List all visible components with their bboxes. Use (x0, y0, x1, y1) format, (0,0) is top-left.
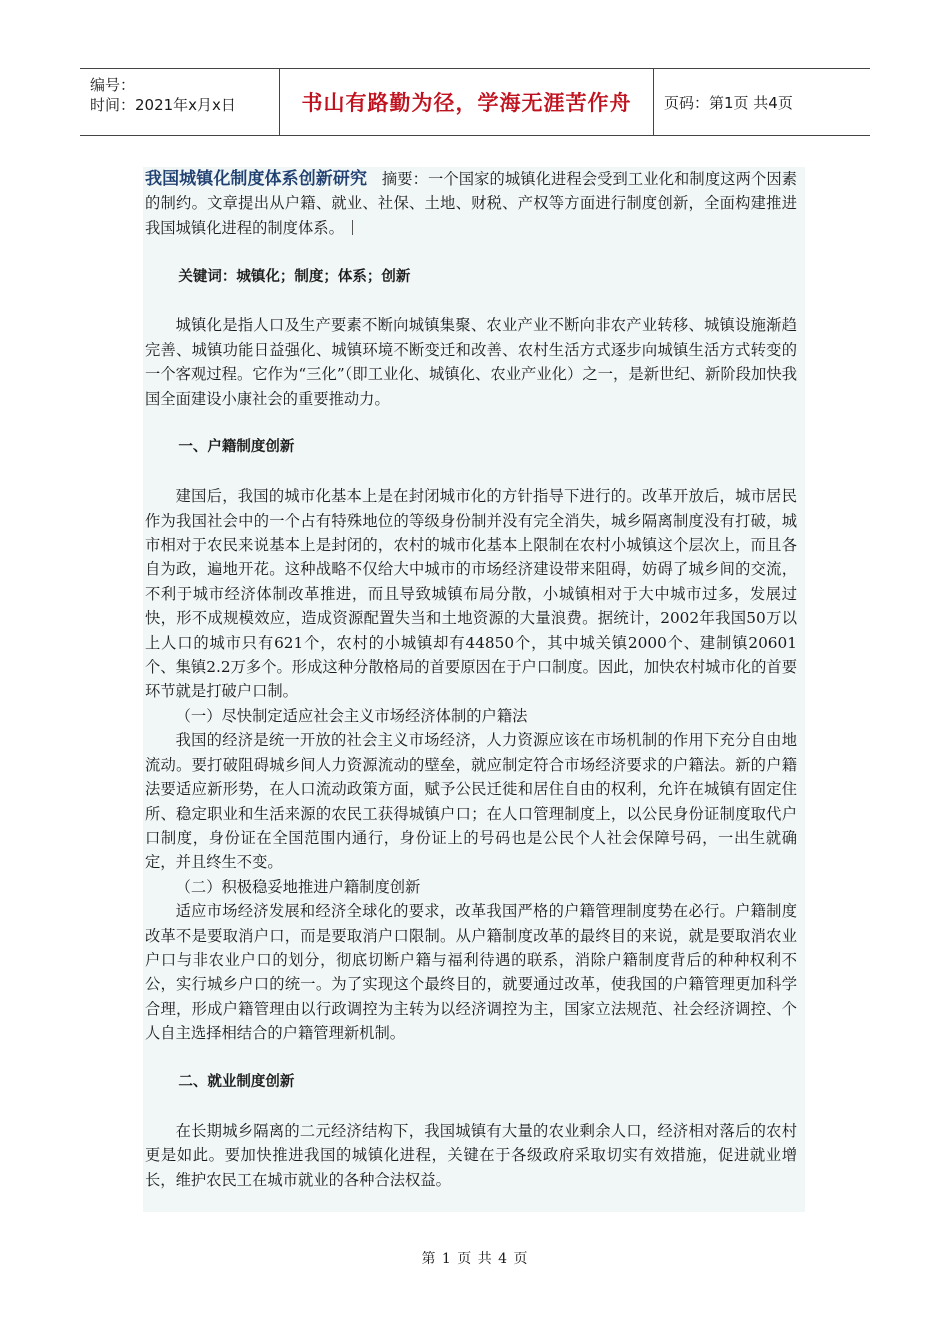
subsection-heading-2: （二）积极稳妥地推进户籍制度创新 (175, 877, 421, 896)
intro-paragraph: 城镇化是指人口及生产要素不断向城镇集聚、农业产业不断向非农产业转移、城镇设施渐趋完善、城镇功能日益强化、城镇环境不断变迁和改善、农村生活方式逐步向城镇生活方式转变的一个客观过程。它作为“三化”（即工业化、城镇化、农业产业化）之一，是新世纪、新阶段加快我国全面建设小康社会的重要推动力。 (145, 316, 797, 408)
document-time: 时间：2021年x月x日 (90, 96, 236, 114)
subsection-2-body: 适应市场经济发展和经济全球化的要求，改革我国严格的户籍管理制度势在必行。户籍制度改革不是要取消户口，而是要取消户口限制。从户籍制度改革的最终目的来说，就是要取消农业户口与非农业户口的划分，彻底切断户籍与福利待遇的联系，消除户籍制度背后的种种权利不公，实行城乡户口的统一。为了实现这个最终目的，就要通过改革，使我国的户籍管理更加科学合理，形成户籍管理由以行政调控为主转为以经济调控为主，国家立法规范、社会经济调控、个人自主选择相结合的户籍管理新机制。 (145, 902, 797, 1043)
text-cursor (352, 220, 353, 235)
abstract-text: 摘要：一个国家的城镇化进程会受到工业化和制度这两个因素的制约。文章提出从户籍、就业、社保、土地、财税、产权等方面进行制度创新，全面构建推进我国城镇化进程的制度体系。 (145, 170, 797, 237)
article-body (143, 167, 805, 1212)
article-title: 我国城镇化制度体系创新研究 (145, 169, 368, 189)
section-hukou-paragraph: 建国后，我国的城市化基本上是在封闭城市化的方针指导下进行的。改革开放后，城市居民作为我国社会中的一个占有特殊地位的等级身份制并没有完全消失，城乡隔离制度没有打破，城市相对于农民来说基本上是封闭的，农村的城市化基本上限制在农村小城镇这个层次上，而且各自为政，遍地开花。这种战略不仅给大中城市的市场经济建设带来阻碍，妨碍了城乡间的交流，不利于城市经济体制改革推进，而且导致城镇布局分散，小城镇相对于大中城市过多，发展过快，形不成规模效应，造成资源配置失当和土地资源的大量浪费。据统计，2002年我国50万以上人口的城市只有621个，农村的小城镇却有44850个，其中城关镇2000个、建制镇20601个、集镇2.2万多个。形成这种分散格局的首要原因在于户口制度。因此，加快农村城市化的首要环节就是打破户口制。 (145, 487, 797, 701)
keywords: 关键词：城镇化；制度；体系；创新 (178, 268, 411, 285)
section-heading-hukou: 一、户籍制度创新 (178, 439, 295, 456)
subsection-1-body: 我国的经济是统一开放的社会主义市场经济，人力资源应该在市场机制的作用下充分自由地流动。要打破阻碍城乡间人力资源流动的壁垒，就应制定符合市场经济要求的户籍法。新的户籍法要适应新形势，在人口流动政策方面，赋予公民迁徙和居住自由的权利，允许在城镇有固定住所、稳定职业和生活来源的农民工获得城镇户口；在人口管理制度上，以公民身份证制度取代户口制度，身份证在全国范围内通行，身份证上的号码也是公民个人社会保障号码，一出生就确定，并且终生不变。 (145, 731, 797, 872)
document-number: 编号： (90, 76, 136, 94)
header-slogan: 书山有路勤为径，学海无涯苦作舟 (280, 69, 654, 135)
subsection-heading-1: （一）尽快制定适应社会主义市场经济体制的户籍法 (175, 706, 528, 725)
page-footer: 第 1 页 共 4 页 (421, 1251, 529, 1267)
header-page-info: 页码：第1页 共4页 (664, 93, 793, 112)
section-employment-paragraph: 在长期城乡隔离的二元经济结构下，我国城镇有大量的农业剩余人口，经济相对落后的农村更是如此。要加快推进我国的城镇化进程，关键在于各级政府采取切实有效措施，促进就业增长，维护农民工在城市就业的各种合法权益。 (145, 1121, 797, 1189)
section-heading-employment: 二、就业制度创新 (178, 1073, 295, 1090)
header-meta-cell (80, 69, 280, 135)
header-table (80, 68, 870, 136)
abstract-paragraph (145, 167, 797, 240)
